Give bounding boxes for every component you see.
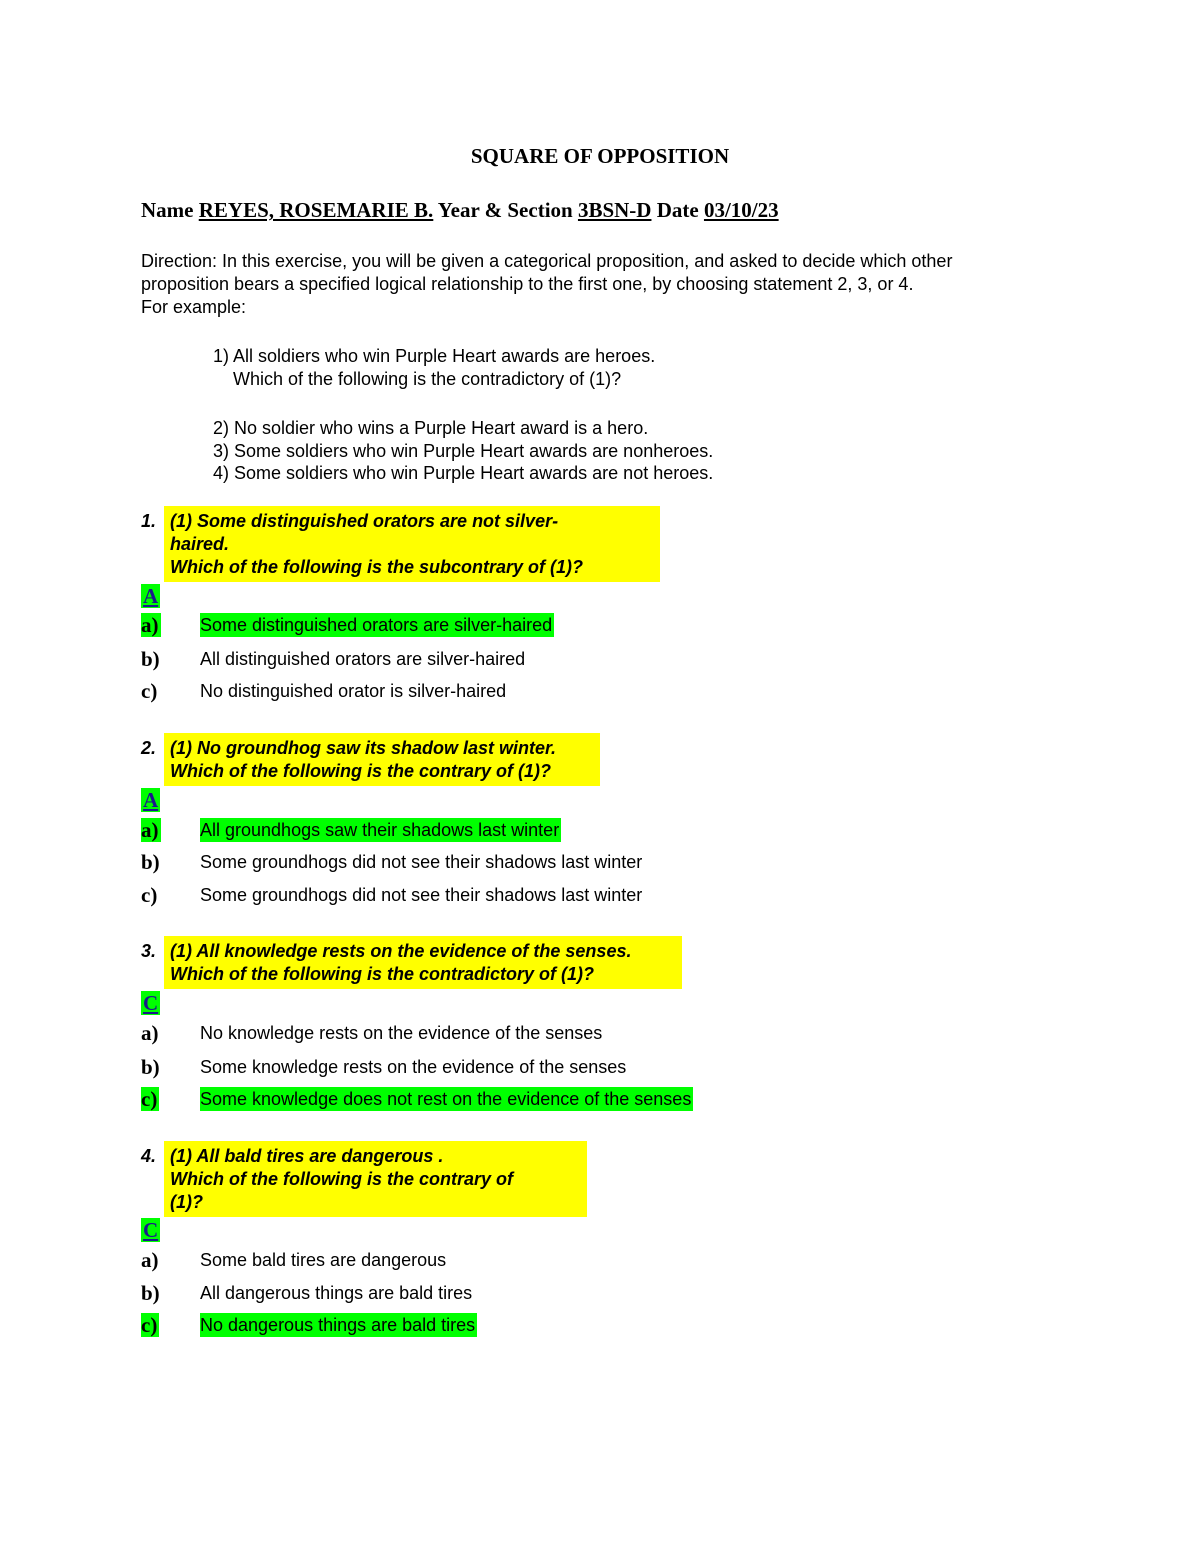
question-line: haired. (170, 534, 230, 554)
example-statement-1: 1) All soldiers who win Purple Heart awards are heroes. (213, 346, 656, 366)
page-title: SQUARE OF OPPOSITION (470, 144, 730, 168)
example-question: Which of the following is the contradictory of (1)? (233, 369, 622, 389)
example-statement-2: 2) No soldier who wins a Purple Heart award is a hero. (213, 418, 649, 438)
example-statement-4: 4) Some soldiers who win Purple Heart awards are not heroes. (213, 463, 714, 483)
section-value: 3BSN-D (577, 198, 652, 222)
question-box (164, 1141, 587, 1217)
question-box (164, 936, 682, 989)
direction-line-1: Direction: In this exercise, you will be given a categorical proposition, and asked to decide which other (141, 251, 953, 271)
option-letter: a) (141, 1248, 159, 1272)
name-label: Name (141, 198, 194, 222)
direction-line-2: proposition bears a specified logical relationship to the first one, by choosing statement 2, 3, or 4. (141, 274, 914, 294)
question-line: (1) Some distinguished orators are not silver- (170, 511, 559, 531)
option-text: Some groundhogs did not see their shadows last winter (200, 852, 643, 872)
option-text: All distinguished orators are silver-haired (200, 649, 526, 669)
option-letter: b) (141, 647, 160, 671)
option-letter: b) (141, 850, 160, 874)
question-line: (1) No groundhog saw its shadow last winter. (170, 738, 557, 758)
option-text: No knowledge rests on the evidence of the senses (200, 1023, 603, 1043)
option-letter: c) (141, 1087, 158, 1111)
option-letter: b) (141, 1281, 160, 1305)
question-line: (1) All bald tires are dangerous . (170, 1146, 444, 1166)
answer-key: C (143, 1218, 159, 1242)
option-text-selected: Some distinguished orators are silver-haired (200, 615, 553, 635)
student-info-line (141, 198, 779, 223)
question-number: 3. (141, 941, 157, 961)
option-letter: c) (141, 1313, 158, 1337)
option-text: All dangerous things are bald tires (200, 1283, 473, 1303)
question-line: (1) All knowledge rests on the evidence of the senses. (170, 941, 632, 961)
direction-line-3: For example: (141, 297, 247, 317)
section-label: Year & Section (437, 198, 573, 222)
option-text-selected: All groundhogs saw their shadows last winter (200, 820, 560, 840)
date-label: Date (656, 198, 699, 222)
option-text: No distinguished orator is silver-haired (200, 681, 507, 701)
answer-key: A (143, 584, 159, 608)
option-letter: c) (141, 883, 158, 907)
option-text: Some groundhogs did not see their shadows last winter (200, 885, 643, 905)
question-box (164, 733, 600, 786)
date-value: 03/10/23 (703, 198, 779, 222)
option-text-selected: Some knowledge does not rest on the evidence of the senses (200, 1089, 692, 1109)
option-letter: a) (141, 1021, 159, 1045)
option-letter: a) (141, 818, 159, 842)
option-letter: a) (141, 613, 159, 637)
option-letter: c) (141, 679, 158, 703)
answer-key: A (143, 788, 159, 812)
option-letter: b) (141, 1055, 160, 1079)
question-box (164, 506, 660, 582)
question-number: 4. (141, 1146, 157, 1166)
question-line: Which of the following is the subcontrary of (1)? (170, 557, 583, 577)
question-number: 1. (141, 511, 157, 531)
question-line: Which of the following is the contrary of (170, 1169, 513, 1189)
name-value: REYES, ROSEMARIE B. (198, 198, 434, 222)
question-line: Which of the following is the contrary of (1)? (170, 761, 551, 781)
option-text-selected: No dangerous things are bald tires (200, 1315, 476, 1335)
option-text: Some bald tires are dangerous (200, 1250, 447, 1270)
example-statement-3: 3) Some soldiers who win Purple Heart awards are nonheroes. (213, 441, 714, 461)
question-line: Which of the following is the contradictory of (1)? (170, 964, 594, 984)
question-number: 2. (141, 738, 157, 758)
question-line: (1)? (170, 1192, 203, 1212)
option-text: Some knowledge rests on the evidence of the senses (200, 1057, 627, 1077)
answer-key: C (143, 991, 159, 1015)
